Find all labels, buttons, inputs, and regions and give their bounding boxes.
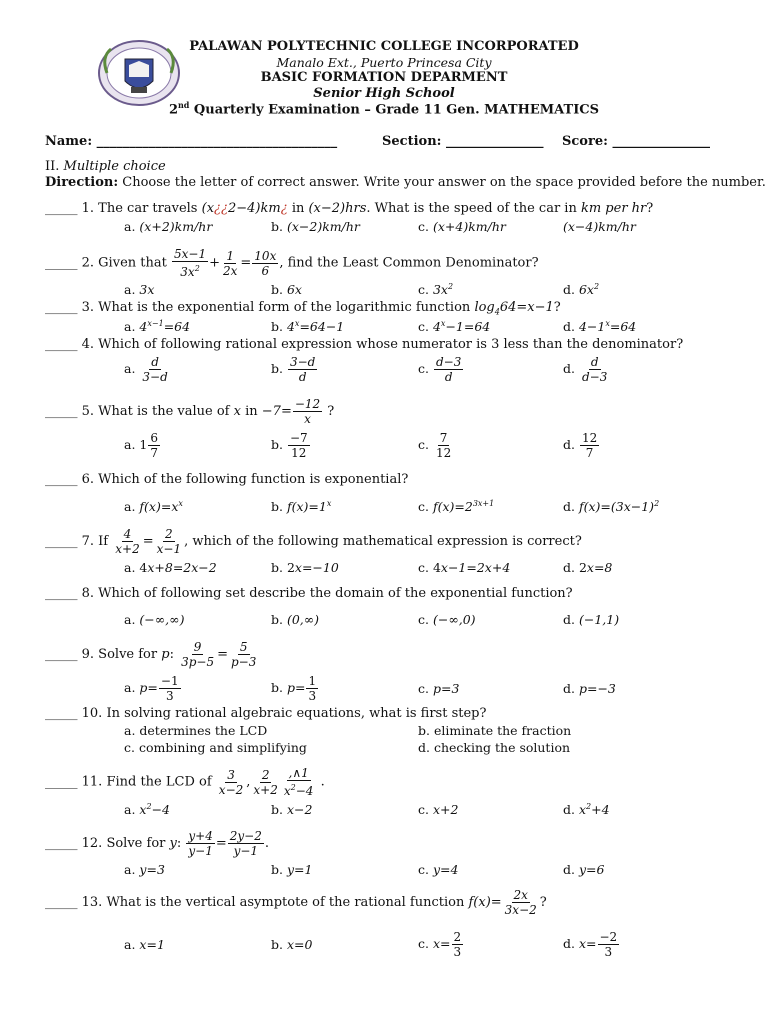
q3-option-d: d. $4-1^x=64$ (563, 319, 637, 335)
q12-option-d: d. y=6 (563, 862, 605, 877)
q9-option-a: a. p= $\frac{-1}{3}$ (124, 674, 179, 703)
question-6: _____ 6. Which of the following function is exponential? (45, 472, 409, 487)
q4-option-a: a. $\frac{d}{3-d}$ (124, 355, 168, 384)
direction: Direction: Choose the letter of correct answer. Write your answer on the space provided before the number. (45, 175, 766, 190)
q4-option-d: d. $\frac{d}{d-3}$ (563, 355, 608, 384)
score-field: Score: _______________ (562, 134, 710, 149)
q2-option-d: d. $6x^2$ (563, 282, 600, 298)
question-7: _____ 7. If $\frac{4}{x+2}$ = $\frac{2}{x-1}$ , which of the following mathematical expression is correct? (45, 527, 582, 556)
question-2: _____ 2. Given that $\frac{5x-1}{3x^2}$ + $\frac{1}{2x}$ = $\frac{10x}{6}$ , find the Least Common Denominator? (45, 247, 539, 279)
part-heading: II. Multiple choice (45, 159, 166, 174)
department-name: BASIC FORMATION DEPARMENT (260, 70, 508, 85)
q2-option-a: a. 3x (124, 282, 155, 297)
q7-option-c: c. 4x−1=2x+4 (418, 560, 511, 575)
q6-option-b: b. $f(x)=1^x$ (271, 499, 332, 515)
q10-option-d: d. checking the solution (418, 740, 571, 755)
question-13: _____ 13. What is the vertical asymptote of the rational function f(x)= $\frac{2x}{3x-2}$ ? (45, 888, 547, 917)
question-1: _____ 1. The car travels (x¿¿2−4)km¿ in (x−2)hrs. What is the speed of the car in km per hr? (45, 201, 654, 216)
q9-option-b: b. p= $\frac{1}{3}$ (271, 674, 317, 703)
q5-option-a: a. 1 $\frac{6}{7}$ (124, 431, 158, 460)
q7-option-d: d. 2x=8 (563, 560, 613, 575)
question-4: _____ 4. Which of following rational expression whose numerator is 3 less than the denominator? (45, 337, 684, 352)
q13-option-c: c. x= $\frac{2}{3}$ (418, 930, 462, 959)
q1-option-b: b. (x−2)km/hr (271, 219, 360, 234)
q12-option-b: b. y=1 (271, 862, 313, 877)
q1-option-a: a. (x+2)km/hr (124, 219, 213, 234)
exam-title: 2nd Quarterly Examination – Grade 11 Gen. MATHEMATICS (168, 100, 600, 118)
q11-option-c: c. x+2 (418, 802, 459, 817)
q4-option-b: b. $\frac{3-d}{d}$ (271, 355, 316, 384)
q11-option-a: a. $x^2-4$ (124, 802, 171, 818)
q11-option-d: d. $x^2+4$ (563, 802, 610, 818)
q13-option-b: b. x=0 (271, 937, 313, 952)
q4-option-c: c. $\frac{d-3}{d}$ (418, 355, 462, 384)
question-5: _____ 5. What is the value of x in −7= $\frac{-12}{x}$ ? (45, 397, 335, 426)
q7-option-a: a. 4x+8=2x−2 (124, 560, 217, 575)
q8-option-a: a. (−∞,∞) (124, 612, 185, 627)
q10-option-c: c. combining and simplifying (124, 740, 307, 755)
q13-option-d: d. x= $\frac{-2}{3}$ (563, 930, 618, 959)
question-11: _____ 11. Find the LCD of $\frac{3}{x-2}$ , $\frac{2}{x+2}$ $\frac{,\wedge 1}{x^2-4}$ . (45, 766, 325, 798)
q5-option-d: d. $\frac{12}{7}$ (563, 431, 598, 460)
question-3: _____ 3. What is the exponential form of the logarithmic function $\log_464=x-1$? (45, 300, 561, 317)
question-12: _____ 12. Solve for y: $\frac{y+4}{y-1}$ = $\frac{2y-2}{y-1}$ . (45, 829, 270, 858)
q12-option-a: a. y=3 (124, 862, 165, 877)
q11-option-b: b. x−2 (271, 802, 313, 817)
q10-option-b: b. eliminate the fraction (418, 723, 572, 738)
question-9: _____ 9. Solve for p: $\frac{9}{3p-5}$ = $\frac{5}{p-3}$ (45, 640, 257, 669)
section-field: Section: _______________ (382, 134, 544, 149)
school-level: Senior High School (313, 86, 455, 101)
q1-option-d: (x−4)km/hr (563, 219, 636, 234)
q6-option-a: a. $f(x)=x^x$ (124, 499, 183, 515)
q3-option-a: a. $4^{x-1}=64$ (124, 319, 191, 335)
school-address: Manalo Ext., Puerto Princesa City (276, 55, 492, 70)
school-name: PALAWAN POLYTECHNIC COLLEGE INCORPORATED (189, 39, 579, 54)
q7-option-b: b. 2x=−10 (271, 560, 339, 575)
q10-option-a: a. determines the LCD (124, 723, 268, 738)
question-8: _____ 8. Which of following set describe the domain of the exponential function? (45, 586, 573, 601)
q3-option-b: b. $4^x=64-1$ (271, 319, 345, 335)
q5-option-c: c. $\frac{7}{12}$ (418, 431, 452, 460)
q2-option-c: c. $3x^2$ (418, 282, 454, 298)
q12-option-c: c. y=4 (418, 862, 459, 877)
q3-option-c: c. $4^x-1=64$ (418, 319, 491, 335)
q8-option-d: d. (−1,1) (563, 612, 620, 627)
q1-option-c: c. (x+4)km/hr (418, 219, 506, 234)
name-field: Name: _____________________________________ (45, 134, 338, 149)
q6-option-c: c. $f(x)=2^{3x+1}$ (418, 499, 495, 515)
q5-option-b: b. $\frac{-7}{12}$ (271, 431, 308, 460)
q6-option-d: d. $f(x)=(3x-1)^2$ (563, 499, 660, 515)
q8-option-c: c. (−∞,0) (418, 612, 476, 627)
question-10: _____ 10. In solving rational algebraic equations, what is first step? (45, 706, 487, 721)
q13-option-a: a. x=1 (124, 937, 165, 952)
q9-option-d: d. p=−3 (563, 681, 616, 696)
q2-option-b: b. 6x (271, 282, 302, 297)
q9-option-c: c. p=3 (418, 681, 460, 696)
q8-option-b: b. (0,∞) (271, 612, 320, 627)
